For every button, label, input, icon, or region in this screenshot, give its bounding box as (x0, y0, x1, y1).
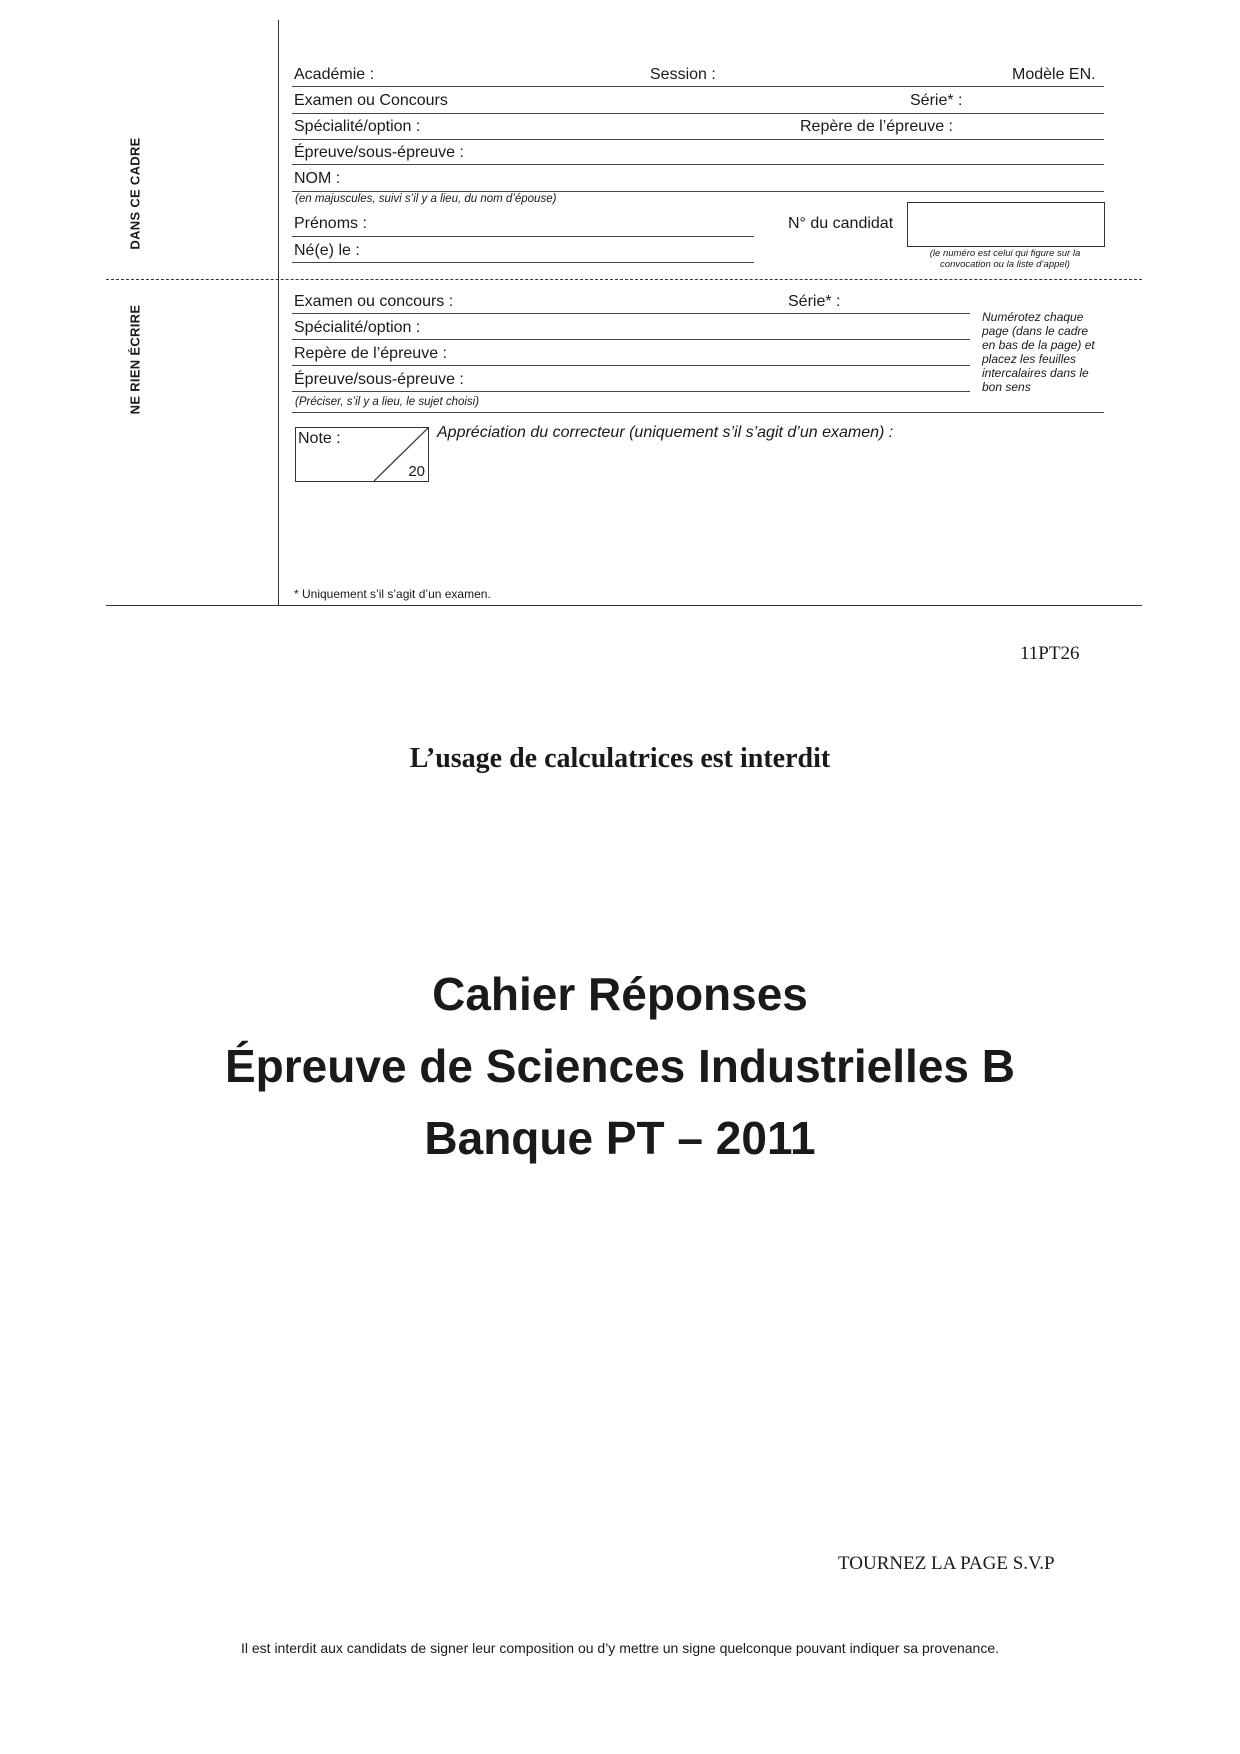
appreciation-label: Appréciation du correcteur (uniquement s’il s’agit d’un examen) : (437, 424, 894, 441)
frame-bottom-rule (106, 605, 1142, 606)
preciser-hint: (Préciser, s’il y a lieu, le sujet choisi) (295, 396, 480, 408)
rule-prenoms (292, 236, 754, 237)
examen-concours-label: Examen ou Concours (294, 92, 448, 109)
rule-examen (292, 113, 1104, 114)
turn-page-notice: TOURNEZ LA PAGE S.V.P (838, 1553, 1055, 1574)
signature-warning: Il est interdit aux candidats de signer leur composition ou d’y mettre un signe quelconque pouvant indiquer sa provenance. (240, 1640, 1000, 1656)
document-code: 11PT26 (1020, 643, 1080, 664)
nom-hint: (en majuscules, suivi s’il y a lieu, du nom d’épouse) (295, 193, 557, 205)
rule-lower-epreuve (292, 391, 970, 392)
candidat-label: N° du candidat (788, 215, 894, 232)
note-box[interactable] (295, 427, 429, 482)
title-line-2: Épreuve de Sciences Industrielles B (225, 1040, 1015, 1092)
side-label-bottom: NE RIEN ÉCRIRE (127, 304, 143, 415)
numerotez-line-2: page (dans le cadre (982, 324, 1089, 338)
serie-label: Série* : (910, 92, 963, 109)
numerotez-line-1: Numérotez chaque (982, 310, 1084, 324)
note-label: Note : (298, 430, 341, 447)
side-label-top: DANS CE CADRE (127, 137, 143, 250)
calculator-notice: L’usage de calculatrices est interdit (409, 743, 831, 774)
repere-label: Repère de l’épreuve : (800, 118, 953, 135)
numerotez-line-3: en bas de la page) et (982, 338, 1095, 352)
numerotez-line-5: intercalaires dans le (982, 366, 1089, 380)
lower-epreuve-label: Épreuve/sous-épreuve : (294, 371, 464, 388)
modele-label: Modèle EN. (1012, 66, 1096, 83)
ne-le-label: Né(e) le : (294, 242, 360, 259)
rule-specialite (292, 139, 1104, 140)
document-title (0, 958, 1240, 1174)
rule-lower-specialite (292, 339, 970, 340)
numerotez-note (982, 310, 1095, 394)
lower-repere-label: Repère de l’épreuve : (294, 345, 447, 362)
frame-dashed-separator (106, 279, 1142, 280)
rule-nom (292, 191, 1104, 192)
academie-label: Académie : (294, 66, 375, 83)
lower-specialite-label: Spécialité/option : (294, 319, 421, 336)
frame-vertical-rule (278, 20, 279, 605)
footnote: * Uniquement s’il s’agit d’un examen. (294, 587, 491, 601)
epreuve-label: Épreuve/sous-épreuve : (294, 144, 464, 161)
numerotez-line-6: bon sens (982, 380, 1031, 394)
candidat-hint-line-1: (le numéro est celui qui figure sur la (929, 248, 1081, 259)
rule-ne-le (292, 262, 754, 263)
rule-lower-final (292, 412, 1104, 413)
title-line-1: Cahier Réponses (432, 968, 808, 1020)
rule-academie (292, 86, 1104, 87)
session-label: Session : (650, 66, 716, 83)
rule-lower-repere (292, 365, 970, 366)
note-max: 20 (408, 463, 425, 480)
title-line-3: Banque PT – 2011 (424, 1112, 816, 1164)
nom-label: NOM : (294, 170, 341, 187)
candidat-hint-line-2: convocation ou la liste d’appel) (940, 259, 1070, 270)
lower-serie-label: Série* : (788, 293, 841, 310)
rule-epreuve (292, 164, 1104, 165)
candidat-number-box[interactable] (907, 202, 1105, 247)
lower-examen-label: Examen ou concours : (294, 293, 454, 310)
rule-lower-examen (292, 313, 970, 314)
prenoms-label: Prénoms : (294, 215, 367, 232)
candidat-hint (900, 248, 1110, 270)
numerotez-line-4: placez les feuilles (982, 352, 1077, 366)
specialite-label: Spécialité/option : (294, 118, 421, 135)
